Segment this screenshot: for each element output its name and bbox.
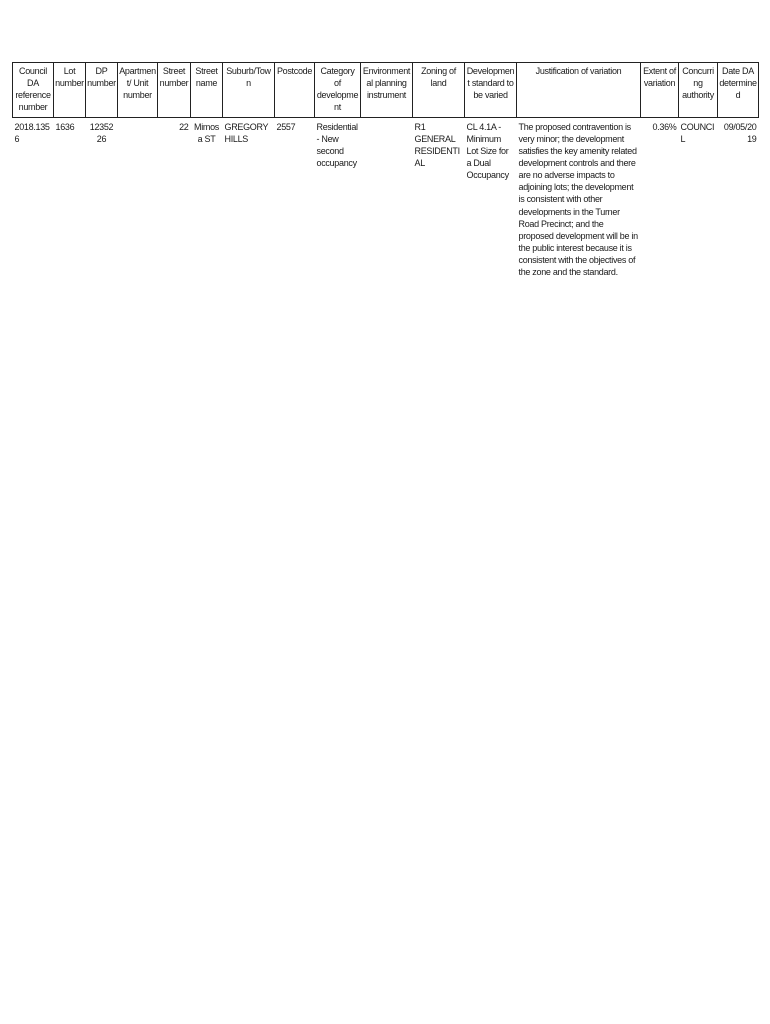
cell-epi	[361, 117, 413, 278]
header-lot-number: Lot number	[54, 63, 86, 118]
header-development-standard: Development standard to be varied	[465, 63, 517, 118]
header-extent: Extent of variation	[641, 63, 679, 118]
cell-suburb: GREGORY HILLS	[224, 121, 269, 144]
header-da-reference: Council DA reference number	[13, 63, 54, 118]
header-authority: Concurring authority	[679, 63, 718, 118]
table-body	[13, 117, 759, 278]
header-suburb: Suburb/Town	[223, 63, 275, 118]
header-epi: Environmental planning instrument	[361, 63, 413, 118]
cell-justification: The proposed contravention is very minor; the development satisfies the key amenity related development controls and there are no adverse impacts to adjoining lots; the development is consistent with other developments in the Turner Road Precinct; and the proposed development will be in the public interest because it is consistent with the objectives of the zone and the standard.	[518, 121, 638, 278]
header-dp-number: DP number	[86, 63, 118, 118]
document-page	[12, 62, 758, 278]
cell-zoning: R1 GENERAL RESIDENTIAL	[414, 121, 460, 168]
header-street-name: Street name	[191, 63, 223, 118]
cell-street-number: 22	[179, 121, 189, 132]
cell-dp-number: 1235226	[89, 121, 114, 144]
header-street-number: Street number	[158, 63, 191, 118]
cell-development-standard: CL 4.1A - Minimum Lot Size for a Dual Occupancy	[466, 121, 509, 181]
cell-da-reference: 2018.1356	[14, 121, 50, 144]
header-postcode: Postcode	[275, 63, 315, 118]
header-unit-number: Apartment/ Unit number	[118, 63, 158, 118]
header-date-determined: Date DA determined	[718, 63, 759, 118]
cell-postcode: 2557	[276, 121, 296, 132]
variation-register-table	[12, 62, 759, 278]
header-justification: Justification of variation	[517, 63, 641, 118]
table-row	[13, 117, 759, 278]
header-zoning: Zoning of land	[413, 63, 465, 118]
cell-category: Residential - New second occupancy	[316, 121, 358, 168]
cell-street-name: Mimosa ST	[194, 121, 219, 144]
header-category: Category of development	[315, 63, 361, 118]
cell-unit-number	[118, 117, 158, 278]
header-row	[13, 63, 759, 118]
cell-lot-number: 1636	[55, 121, 75, 132]
cell-authority: COUNCIL	[680, 121, 715, 144]
cell-extent: 0.36%	[652, 121, 677, 132]
cell-date-determined: 09/05/2019	[723, 121, 757, 144]
table-header	[13, 63, 759, 118]
